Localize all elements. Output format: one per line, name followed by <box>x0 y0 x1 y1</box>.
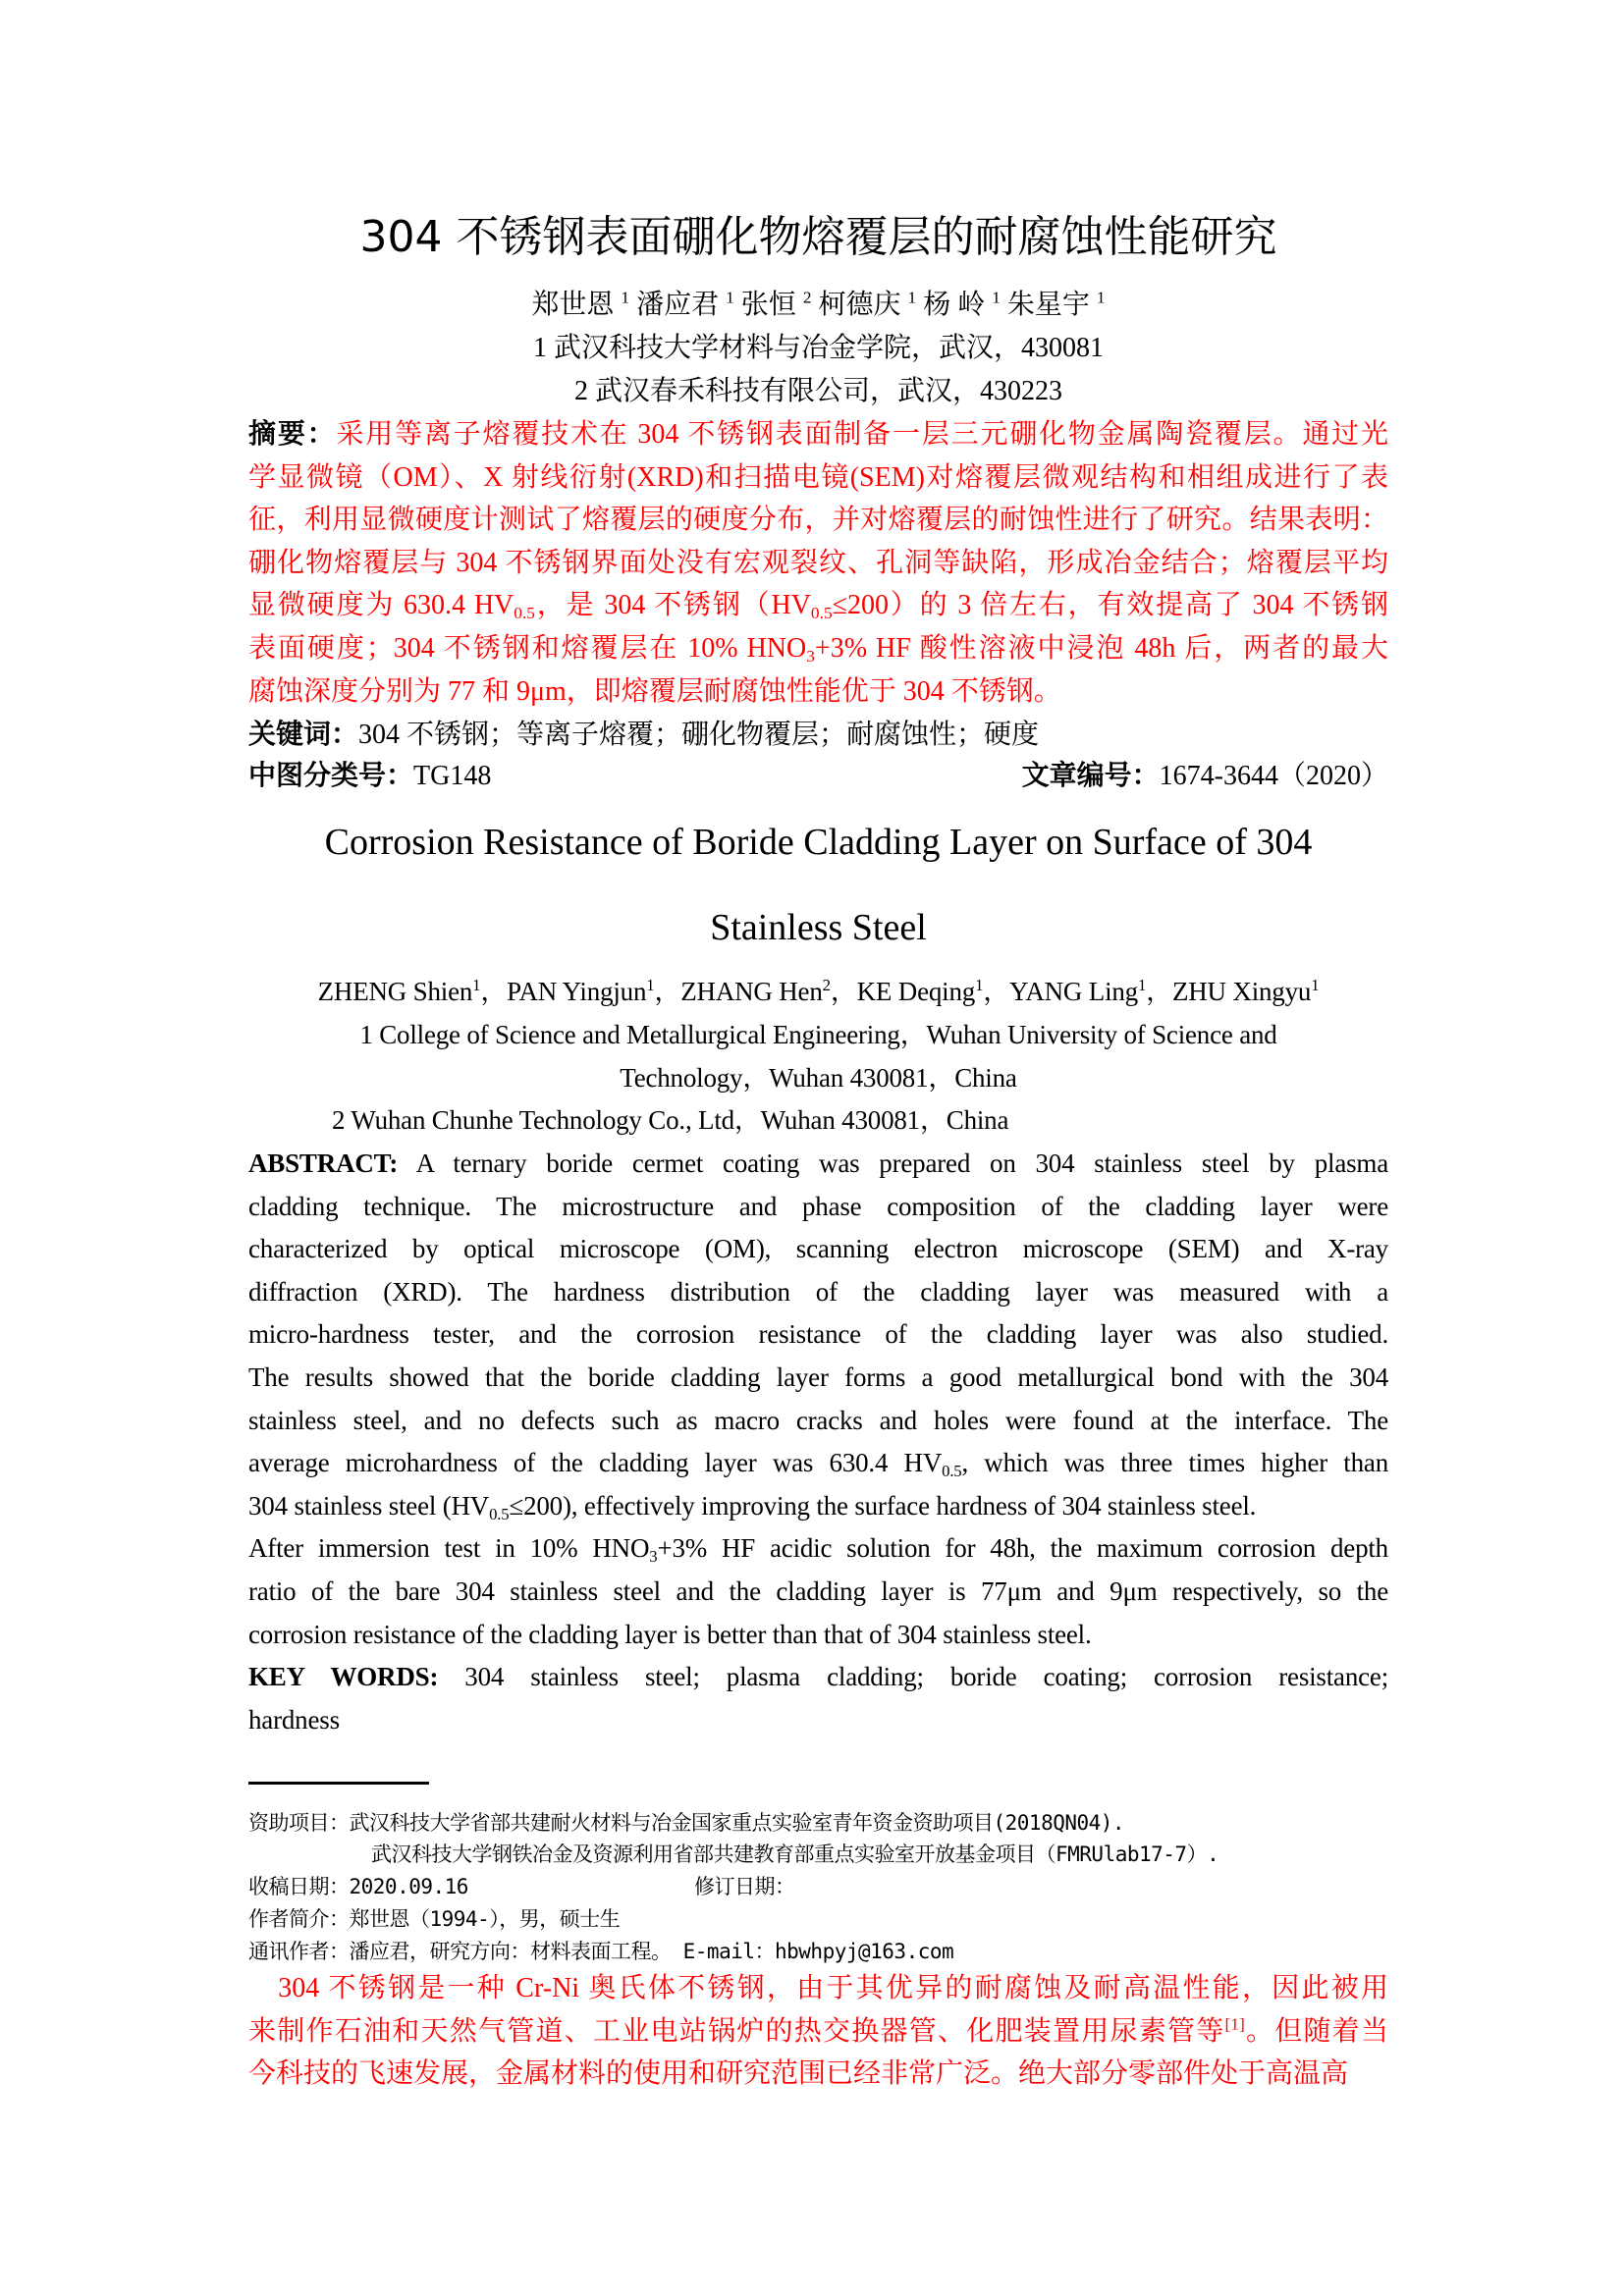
en-affiliation-1a: 1 College of Science and Metallurgical Engineering，Wuhan University of Science and <box>359 1020 1277 1049</box>
paper-title: 304 不锈钢表面硼化物熔覆层的耐腐蚀性能研究 <box>359 212 1277 262</box>
footnote-author <box>248 1905 1388 1933</box>
text-run: ratio of the bare 304 stainless steel and the cladding layer is 77μm and 9μm respectively, so the <box>248 1576 1388 1606</box>
funding-2: 武汉科技大学钢铁冶金及资源利用省部共建教育部重点实验室开放基金项目（FMRUlab17-7）. <box>371 1842 1219 1866</box>
text-line <box>248 631 1388 667</box>
text-run: 2 <box>802 288 812 307</box>
text-run: ≤200）的 3 倍左右，有效提高了 304 不锈钢 <box>832 590 1388 621</box>
text-run: stainless steel, and no defects such as macro cracks and holes were found at the interface. The <box>248 1405 1388 1435</box>
text-run: 0.5 <box>514 604 535 623</box>
text-run: ABSTRACT: <box>248 1148 399 1178</box>
text-run: 摘要： <box>248 419 337 450</box>
article-number-value: 1674-3644（2020） <box>1159 761 1388 791</box>
text-line <box>248 1274 1388 1309</box>
text-line <box>248 674 1388 710</box>
received-label: 收稿日期： <box>248 1875 350 1898</box>
text-run: 杨 岭 <box>916 290 993 320</box>
text-line <box>248 417 1388 453</box>
text-run: ，ZHU Xingyu <box>1146 977 1312 1006</box>
text-line <box>248 1316 1388 1352</box>
text-run: 硼化物熔覆层与 304 不锈钢界面处没有宏观裂纹、孔洞等缺陷，形成冶金结合；熔覆层平均 <box>248 547 1388 578</box>
text-run: +3% HF acidic solution for 48h, the maximum corrosion depth <box>657 1533 1388 1564</box>
text-line <box>248 503 1388 538</box>
text-run: 1 <box>992 288 1001 307</box>
text-run: A ternary boride cermet coating was prepared on 304 stainless steel by plasma <box>398 1148 1388 1178</box>
text-run: cladding technique. The microstructure and phase composition of the cladding layer were <box>248 1191 1388 1221</box>
en-authors <box>248 974 1388 1009</box>
text-run: 表面硬度；304 不锈钢和熔覆层在 10% HNO <box>248 633 807 664</box>
text-line <box>248 1971 1388 2006</box>
cn-authors <box>248 288 1388 323</box>
clc-label: 中图分类号： <box>248 761 414 791</box>
footnote-funding-1 <box>248 1809 1388 1837</box>
text-line <box>248 1617 1388 1652</box>
text-run: 1 <box>1137 975 1147 994</box>
text-line <box>248 1231 1388 1266</box>
text-run: 张恒 <box>733 290 803 320</box>
text-run: 1 <box>472 975 481 994</box>
text-run: 朱星宇 <box>1000 290 1097 320</box>
received-date: 2020.09.16 <box>349 1875 468 1898</box>
text-line <box>248 1360 1388 1395</box>
text-run: 1 <box>646 975 655 994</box>
footnote-dates <box>248 1873 1388 1900</box>
text-run: micro-hardness tester, and the corrosion resistance of the cladding layer was also studied. <box>248 1319 1388 1350</box>
text-line <box>248 1530 1388 1566</box>
text-run: 。但随着当 <box>1244 2015 1388 2047</box>
text-run: +3% HF 酸性溶液中浸泡 48h 后，两者的最大 <box>814 633 1388 664</box>
text-line <box>248 1403 1388 1438</box>
en-affiliation-2: 2 Wuhan Chunhe Technology Co., Ltd，Wuhan 430081，China <box>332 1105 1009 1135</box>
footnote-funding-2 <box>371 1841 1511 1868</box>
text-run: 1 <box>1311 975 1320 994</box>
text-run: 0.5 <box>942 1462 962 1481</box>
en-title-line-2: Stainless Steel <box>710 907 927 948</box>
text-line <box>248 2056 1388 2092</box>
text-run: 1 <box>621 288 630 307</box>
cn-affiliation-1: 1 武汉科技大学材料与冶金学院，武汉，430081 <box>532 333 1104 363</box>
corresponding-label: 通讯作者： <box>248 1940 350 1963</box>
text-run: 柯德庆 <box>811 290 908 320</box>
revised-label: 修订日期： <box>694 1875 795 1898</box>
en-affiliation-1b: Technology，Wuhan 430081，China <box>620 1063 1017 1093</box>
text-run: KEY WORDS: <box>248 1662 439 1692</box>
text-run: ，PAN Yingjun <box>480 977 647 1006</box>
author-bio: 郑世恩（1994-），男，硕士生 <box>349 1907 621 1931</box>
text-run: ，是 304 不锈钢（HV <box>534 590 811 621</box>
text-run: ，KE Deqing <box>830 977 976 1006</box>
text-run: 304 stainless steel; plasma cladding; boride coating; corrosion resistance; <box>438 1662 1388 1692</box>
text-line <box>248 1659 1388 1694</box>
text-run: 304 stainless steel (HV <box>248 1490 490 1521</box>
text-run: 3 <box>649 1547 658 1567</box>
text-run: 2 <box>822 975 831 994</box>
text-run: diffraction (XRD). The hardness distribution of the cladding layer was measured with a <box>248 1276 1388 1307</box>
text-run: 学显微镜（OM）、X 射线衍射(XRD)和扫描电镜(SEM)对熔覆层微观结构和相组成进行了表 <box>248 461 1388 493</box>
text-run: characterized by optical microscope (OM), scanning electron microscope (SEM) and X-ray <box>248 1234 1388 1264</box>
article-number <box>1022 759 1388 794</box>
text-run: corrosion resistance of the cladding layer is better than that of 304 stainless steel. <box>248 1619 1092 1649</box>
text-run: 郑世恩 <box>531 290 622 320</box>
text-run: 0.5 <box>489 1504 510 1523</box>
text-line <box>248 1445 1388 1480</box>
text-run: 1 <box>1096 288 1106 307</box>
text-run: [1] <box>1224 2014 1245 2034</box>
text-run: 来制作石油和天然气管道、工业电站锅炉的热交换器管、化肥装置用尿素管等 <box>248 2015 1225 2047</box>
text-run: 显微硬度为 630.4 HV <box>248 590 514 621</box>
text-run: 1 <box>907 288 917 307</box>
text-run: 征，利用显微硬度计测试了熔覆层的硬度分布，并对熔覆层的耐蚀性进行了研究。结果表明： <box>248 505 1388 536</box>
footnote-corresponding <box>248 1938 1388 1965</box>
cn-classification <box>248 759 1388 794</box>
keywords-label: 关键词： <box>248 720 359 750</box>
article-number-label: 文章编号： <box>1021 761 1160 791</box>
text-run: The results showed that the boride cladding layer forms a good metallurgical bond with the 304 <box>248 1362 1388 1392</box>
text-run: hardness <box>248 1704 340 1735</box>
cn-keywords <box>248 718 1388 753</box>
text-run: 0.5 <box>810 604 833 623</box>
clc-value: TG148 <box>413 761 492 791</box>
text-line <box>248 1702 1388 1737</box>
text-run: ≤200), effectively improving the surface hardness of 304 stainless steel. <box>509 1490 1257 1521</box>
text-run: , which was three times higher than <box>961 1448 1388 1478</box>
text-run: 采用等离子熔覆技术在 304 不锈钢表面制备一层三元硼化物金属陶瓷覆层。通过光 <box>336 419 1388 450</box>
text-run: 潘应君 <box>629 290 727 320</box>
keywords-text: 304 不锈钢；等离子熔覆；硼化物覆层；耐腐蚀性；硬度 <box>358 720 1040 750</box>
text-run: ，ZHANG Hen <box>654 977 823 1006</box>
text-run: 1 <box>975 975 984 994</box>
text-run: 3 <box>806 647 815 667</box>
text-run: After immersion test in 10% HNO <box>248 1533 650 1564</box>
text-run: ，YANG Ling <box>983 977 1138 1006</box>
text-line <box>248 1189 1388 1224</box>
funding-label: 资助项目： <box>248 1811 350 1835</box>
text-run: 1 <box>726 288 734 307</box>
text-run: 今科技的飞速发展，金属材料的使用和研究范围已经非常广泛。绝大部分零部件处于高温高 <box>248 2058 1349 2090</box>
text-run: 304 不锈钢是一种 Cr-Ni 奥氏体不锈钢，由于其优异的耐腐蚀及耐高温性能，因此被用 <box>248 1973 1388 2003</box>
en-title-line-1: Corrosion Resistance of Boride Cladding Layer on Surface of 304 <box>324 822 1313 863</box>
text-line <box>248 588 1388 623</box>
author-label: 作者简介： <box>248 1907 350 1931</box>
text-line <box>248 2014 1388 2050</box>
text-line <box>248 1574 1388 1609</box>
text-run: 腐蚀深度分别为 77 和 9μm，即熔覆层耐腐蚀性能优于 304 不锈钢。 <box>248 675 1061 707</box>
text-line <box>248 1488 1388 1523</box>
text-line <box>248 460 1388 496</box>
text-line <box>248 546 1388 581</box>
text-run: ZHENG Shien <box>317 977 473 1006</box>
corresponding-author: 潘应君，研究方向：材料表面工程。 E-mail：hbwhpyj@163.com <box>349 1940 954 1963</box>
funding-1: 武汉科技大学省部共建耐火材料与冶金国家重点实验室青年资金资助项目(2018QN04). <box>349 1811 1125 1835</box>
text-line <box>248 1146 1388 1181</box>
text-run: average microhardness of the cladding layer was 630.4 HV <box>248 1448 943 1478</box>
cn-affiliation-2: 2 武汉春禾科技有限公司，武汉，430223 <box>573 376 1062 406</box>
footnote-divider <box>248 1782 429 1785</box>
